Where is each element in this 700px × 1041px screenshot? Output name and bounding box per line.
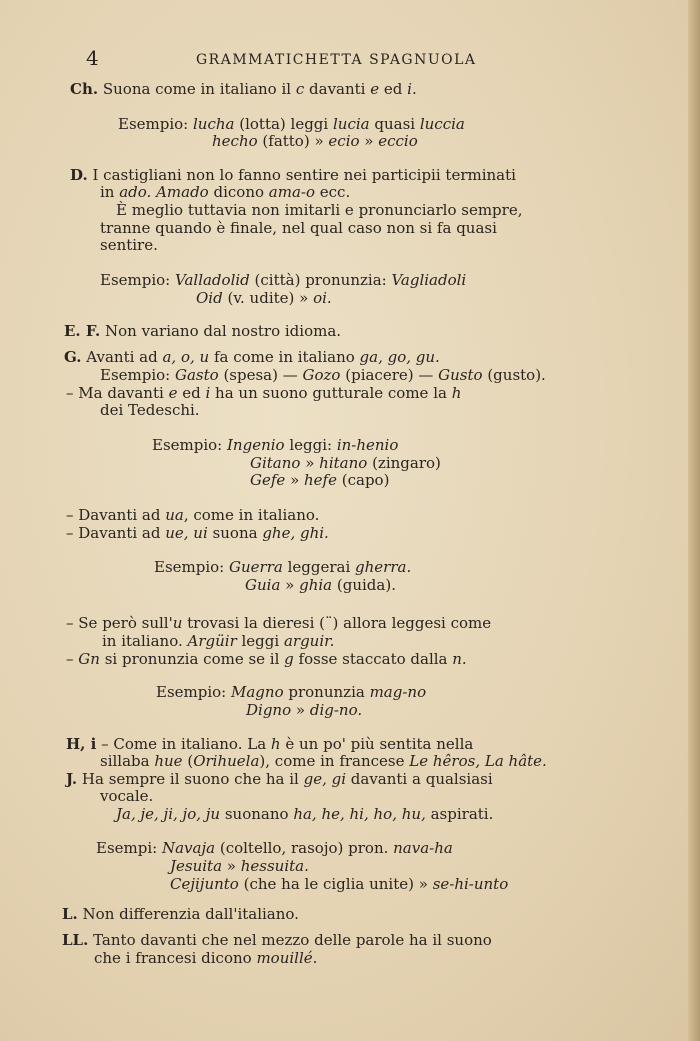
text-run: ha un suono gutturale come la	[210, 384, 452, 402]
text-line	[152, 436, 398, 454]
text-run: È meglio tuttavia non imitarli e pronunciarlo sempre,	[116, 201, 523, 219]
text-run: Esempio:	[152, 436, 227, 454]
text-line	[196, 289, 332, 307]
text-line	[246, 701, 362, 719]
text-run: Guia	[245, 576, 281, 594]
text-line	[66, 384, 461, 402]
text-line	[62, 931, 492, 949]
text-run: hefe	[304, 471, 337, 489]
text-run: G.	[64, 348, 82, 366]
text-run: ua	[165, 506, 184, 524]
text-run: (zingaro)	[367, 454, 441, 472]
text-run: ga, go, gu.	[359, 348, 440, 366]
text-run: hue	[154, 752, 183, 770]
text-run: Non variano dal nostro idioma.	[100, 322, 342, 340]
text-run: aspirati.	[425, 805, 494, 823]
text-run: Gasto	[175, 366, 219, 384]
text-run: si pronunzia come se il	[99, 650, 285, 668]
text-run: davanti a qualsiasi	[346, 770, 493, 788]
text-run: tranne quando è finale, nel qual caso non si fa quasi	[100, 219, 497, 237]
text-run: (v. udite) »	[222, 289, 314, 307]
text-run: Valladolid	[175, 271, 250, 289]
text-run: ue, ui	[165, 524, 208, 542]
text-run: –	[66, 650, 79, 668]
page-edge	[688, 0, 700, 1041]
text-run: »	[285, 471, 305, 489]
text-line	[66, 614, 491, 632]
page-number: 4	[86, 46, 99, 70]
text-run: Suona come in italiano il	[98, 80, 296, 98]
text-run: u	[172, 614, 183, 632]
text-run: Vagliadoli	[391, 271, 467, 289]
text-run: hessuita.	[240, 857, 309, 875]
text-run: ), come in francese	[259, 752, 410, 770]
text-run: J.	[66, 770, 78, 788]
text-run: e	[168, 384, 178, 402]
text-run: dig-no.	[309, 701, 363, 719]
text-run: a, o, u	[162, 348, 210, 366]
text-run: luccia	[419, 115, 465, 133]
text-run: arguir.	[283, 632, 335, 650]
text-line	[96, 839, 453, 857]
text-run: (	[182, 752, 194, 770]
text-run: Esempio:	[156, 683, 231, 701]
text-line	[66, 770, 493, 788]
text-run: D.	[70, 166, 88, 184]
text-run: che i francesi dicono	[94, 949, 257, 967]
text-line	[245, 576, 396, 594]
text-run: Esempi:	[96, 839, 162, 857]
text-run: – Come in italiano. La	[96, 735, 271, 753]
text-run: »	[359, 132, 379, 150]
text-run: dei Tedeschi.	[100, 401, 200, 419]
text-run: Gusto	[438, 366, 483, 384]
text-run: ge, gi	[303, 770, 347, 788]
text-run: i	[205, 384, 211, 402]
text-run: h	[451, 384, 462, 402]
text-run: Avanti ad	[81, 348, 163, 366]
text-line	[66, 650, 467, 668]
text-run: Ja, je, ji, jo, ju	[116, 805, 221, 823]
text-run: Non differenzia dall'italiano.	[77, 905, 299, 923]
text-line	[116, 201, 522, 219]
text-line	[70, 80, 417, 98]
text-line	[100, 219, 497, 237]
text-run: davanti	[304, 80, 371, 98]
text-line	[100, 366, 546, 384]
text-run: fa come in italiano	[209, 348, 360, 366]
text-run: (guida).	[332, 576, 396, 594]
text-line	[66, 506, 319, 524]
text-run: hecho	[212, 132, 258, 150]
text-run: in	[100, 183, 120, 201]
text-run: sentire.	[100, 236, 158, 254]
text-run: ecio	[328, 132, 360, 150]
text-run: Jesuita	[170, 857, 223, 875]
text-line	[66, 735, 473, 753]
text-run: fosse staccato dalla	[293, 650, 453, 668]
text-run: E. F.	[64, 322, 101, 340]
text-run: sillaba	[100, 752, 155, 770]
text-run: quasi	[369, 115, 420, 133]
text-line	[64, 322, 341, 340]
text-run: mouillé.	[256, 949, 318, 967]
text-run: n.	[452, 650, 467, 668]
text-run: – Davanti ad	[66, 524, 166, 542]
text-run: Esempio:	[154, 558, 229, 576]
text-line	[116, 805, 493, 823]
text-line	[118, 115, 465, 133]
text-run: Gozo	[302, 366, 341, 384]
text-line	[62, 905, 299, 923]
text-run: se-hi-unto	[432, 875, 509, 893]
text-run: H, i	[66, 735, 97, 753]
text-run: vocale.	[100, 787, 154, 805]
text-run: hitano	[319, 454, 368, 472]
text-line	[100, 271, 466, 289]
text-run: (piacere) —	[340, 366, 439, 384]
text-line	[64, 348, 440, 366]
text-run: ed	[379, 80, 408, 98]
text-line	[100, 752, 547, 770]
text-run: oi.	[313, 289, 332, 307]
text-line	[66, 524, 329, 542]
text-run: Oid	[196, 289, 223, 307]
text-run: leggi	[236, 632, 284, 650]
text-run: Gn	[78, 650, 100, 668]
text-line	[100, 183, 350, 201]
text-run: suonano	[220, 805, 294, 823]
text-run: ama-o	[268, 183, 315, 201]
text-run: lucia	[332, 115, 370, 133]
text-run: mag-no	[369, 683, 427, 701]
text-run: Gitano	[250, 454, 301, 472]
text-run: Esempio:	[100, 366, 175, 384]
text-line	[100, 401, 200, 419]
text-run: (gusto).	[482, 366, 546, 384]
text-run: i	[407, 80, 412, 98]
text-run: Argüir	[187, 632, 237, 650]
text-run: suona	[207, 524, 263, 542]
text-run: nava-ha	[393, 839, 453, 857]
text-run: Magno	[231, 683, 284, 701]
text-run: dicono	[208, 183, 269, 201]
text-run: in-henio	[336, 436, 399, 454]
text-run: g	[284, 650, 294, 668]
text-run: »	[300, 454, 320, 472]
text-run: (coltello, rasojo) pron.	[215, 839, 394, 857]
text-line	[100, 787, 153, 805]
text-run: »	[222, 857, 241, 875]
text-run: è un po' più sentita nella	[280, 735, 474, 753]
text-run: – Davanti ad	[66, 506, 166, 524]
text-line	[70, 166, 516, 184]
text-run: Esempio:	[118, 115, 193, 133]
text-run: LL.	[62, 931, 89, 949]
text-line	[100, 236, 158, 254]
text-run: (lotta) leggi	[234, 115, 333, 133]
text-run: Tanto davanti che nel mezzo delle parole ha il suono	[88, 931, 492, 949]
text-run: – Se però sull'	[66, 614, 173, 632]
text-run: ecc.	[315, 183, 351, 201]
text-run: – Ma davanti	[66, 384, 169, 402]
text-run: (capo)	[336, 471, 390, 489]
text-line	[156, 683, 426, 701]
text-run: ed	[177, 384, 206, 402]
text-run: h	[270, 735, 281, 753]
text-run: c	[295, 80, 305, 98]
text-run: ado. Amado	[119, 183, 209, 201]
text-run: Ingenio	[227, 436, 285, 454]
text-run: Ch.	[70, 80, 99, 98]
text-run: ghe, ghi.	[262, 524, 329, 542]
text-run: ghia	[299, 576, 333, 594]
text-run: trovasi la dieresi (¨) allora leggesi come	[182, 614, 492, 632]
text-run: ha, he, hi, ho, hu,	[293, 805, 426, 823]
text-run: eccio	[378, 132, 418, 150]
text-run: (fatto) »	[257, 132, 329, 150]
text-line	[212, 132, 418, 150]
text-line	[170, 857, 309, 875]
text-line	[170, 875, 508, 893]
text-run: Digno	[246, 701, 292, 719]
text-run: (città) pronunzia:	[249, 271, 392, 289]
text-line	[250, 471, 389, 489]
text-run: pronunzia	[283, 683, 370, 701]
text-run: (che ha le ciglia unite) »	[238, 875, 433, 893]
text-run: Ha sempre il suono che ha il	[77, 770, 304, 788]
text-line	[102, 632, 334, 650]
text-run: (spesa) —	[218, 366, 303, 384]
text-run: leggerai	[282, 558, 356, 576]
text-line	[154, 558, 411, 576]
text-run: L.	[62, 905, 78, 923]
text-run: Orihuela	[193, 752, 260, 770]
text-run: leggi:	[284, 436, 337, 454]
text-run: Guerra	[229, 558, 283, 576]
text-run: gherra.	[355, 558, 412, 576]
text-run: Navaja	[161, 839, 216, 857]
text-run: Cejijunto	[170, 875, 239, 893]
text-run: Gefe	[250, 471, 286, 489]
text-run: , come in italiano.	[183, 506, 320, 524]
text-run: lucha	[193, 115, 235, 133]
text-run: e	[370, 80, 380, 98]
text-run: .	[411, 80, 417, 98]
text-run: I castigliani non lo fanno sentire nei participii terminati	[87, 166, 516, 184]
text-line	[94, 949, 317, 967]
text-run: in italiano.	[102, 632, 188, 650]
text-run: Le hêros, La hâte.	[409, 752, 547, 770]
text-run: »	[280, 576, 300, 594]
text-run: Esempio:	[100, 271, 175, 289]
running-title: GRAMMATICHETTA SPAGNUOLA	[196, 52, 477, 68]
text-run: »	[291, 701, 310, 719]
text-line	[250, 454, 441, 472]
